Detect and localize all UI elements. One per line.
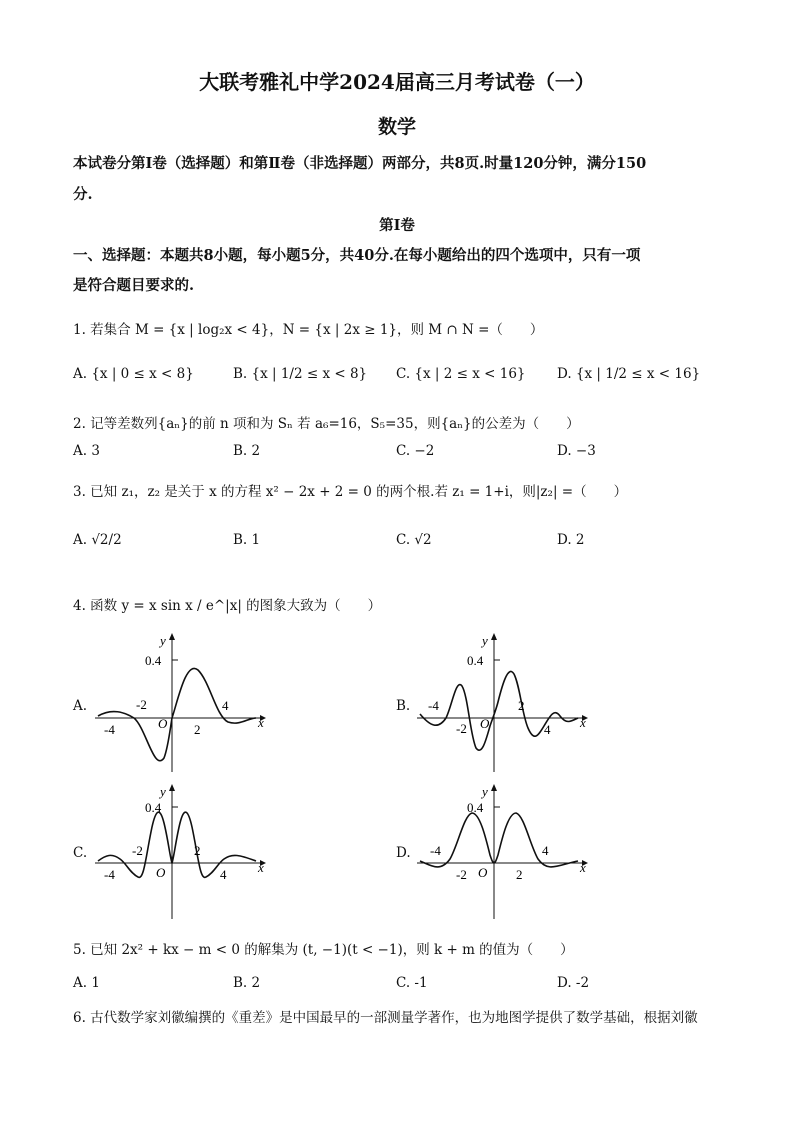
- svg-text:-4: -4: [430, 843, 441, 858]
- svg-text:0.4: 0.4: [145, 653, 162, 668]
- q2-option-d: D. −3: [557, 443, 596, 459]
- svg-text:2: 2: [516, 867, 523, 882]
- svg-text:x: x: [258, 860, 264, 875]
- svg-text:y: y: [482, 784, 488, 799]
- svg-text:y: y: [160, 633, 166, 648]
- section-title: 第Ⅰ卷: [379, 217, 415, 234]
- svg-text:-2: -2: [456, 721, 467, 736]
- svg-text:x: x: [258, 715, 264, 730]
- q2-stem: 2. 记等差数列{aₙ}的前 n 项和为 Sₙ 若 a₆=16，S₅=35，则{aₙ}的公差为（ ）: [73, 416, 580, 432]
- q6-stem: 6. 古代数学家刘徽编撰的《重差》是中国最早的一部测量学著作，也为地图学提供了数学基础，根据刘徽: [73, 1010, 698, 1026]
- q3-option-a: A. √2/2: [73, 532, 122, 548]
- svg-text:2: 2: [518, 698, 525, 713]
- subject-title: 数学: [377, 116, 416, 138]
- q3-option-d: D. 2: [557, 532, 585, 548]
- svg-text:4: 4: [542, 843, 549, 858]
- svg-text:2: 2: [194, 722, 201, 737]
- svg-text:0.4: 0.4: [467, 800, 484, 815]
- q2-option-c: C. −2: [396, 443, 435, 459]
- intro-line-1: 本试卷分第Ⅰ卷（选择题）和第Ⅱ卷（非选择题）两部分，共8页.时量120分钟，满分150: [73, 155, 647, 172]
- q2-option-b: B. 2: [233, 443, 261, 459]
- q1-option-b: B. {x | 1/2 ≤ x < 8}: [233, 366, 368, 382]
- svg-text:-4: -4: [104, 722, 115, 737]
- q2-option-a: A. 3: [73, 443, 100, 459]
- q3-option-b: B. 1: [233, 532, 261, 548]
- svg-text:4: 4: [222, 698, 229, 713]
- q3-stem: 3. 已知 z₁，z₂ 是关于 x 的方程 x² − 2x + 2 = 0 的两个根.若 z₁ = 1+i，则|z₂| =（ ）: [73, 484, 628, 500]
- q4-graph-c: [90, 783, 270, 921]
- q4-graph-d: [412, 783, 592, 921]
- svg-text:0.4: 0.4: [467, 653, 484, 668]
- q4-stem: 4. 函数 y = x sin x / e^|x| 的图象大致为（ ）: [73, 598, 382, 614]
- svg-text:0.4: 0.4: [145, 800, 162, 815]
- q1-option-a: A. {x | 0 ≤ x < 8}: [73, 366, 194, 382]
- q5-option-a: A. 1: [73, 975, 100, 991]
- q5-option-c: C. -1: [396, 975, 428, 991]
- q1-option-d: D. {x | 1/2 ≤ x < 16}: [557, 366, 701, 382]
- svg-text:x: x: [580, 715, 586, 730]
- q1-option-c: C. {x | 2 ≤ x < 16}: [396, 366, 526, 382]
- svg-text:4: 4: [544, 722, 551, 737]
- section1-line-2: 是符合题目要求的.: [73, 277, 195, 294]
- intro-line-2: 分.: [73, 186, 93, 203]
- svg-text:-2: -2: [132, 843, 143, 858]
- q5-option-d: D. -2: [557, 975, 590, 991]
- svg-text:-2: -2: [456, 867, 467, 882]
- q4-option-c-label: C.: [73, 845, 88, 861]
- svg-text:4: 4: [220, 867, 227, 882]
- svg-text:O: O: [158, 716, 168, 731]
- svg-text:y: y: [482, 633, 488, 648]
- q4-option-a-label: A.: [73, 698, 88, 714]
- svg-text:y: y: [160, 784, 166, 799]
- q4-option-b-label: B.: [396, 698, 411, 714]
- q5-option-b: B. 2: [233, 975, 261, 991]
- svg-text:-4: -4: [428, 698, 439, 713]
- q3-option-c: C. √2: [396, 532, 432, 548]
- svg-text:-4: -4: [104, 867, 115, 882]
- exam-title: 大联考雅礼中学2024届高三月考试卷（一）: [199, 70, 595, 94]
- svg-text:O: O: [156, 865, 166, 880]
- q4-graph-a: [90, 630, 270, 775]
- svg-text:x: x: [580, 860, 586, 875]
- svg-text:O: O: [480, 716, 490, 731]
- svg-text:2: 2: [194, 843, 201, 858]
- q4-option-d-label: D.: [396, 845, 411, 861]
- svg-text:O: O: [478, 865, 488, 880]
- svg-text:-2: -2: [136, 697, 147, 712]
- q4-graph-b: [412, 630, 592, 775]
- section1-line-1: 一、选择题：本题共8小题，每小题5分，共40分.在每小题给出的四个选项中，只有一项: [73, 247, 641, 264]
- q5-stem: 5. 已知 2x² + kx − m < 0 的解集为 (t, −1)(t < −1)，则 k + m 的值为（ ）: [73, 942, 574, 958]
- q1-stem: 1. 若集合 M = {x | log₂x < 4}，N = {x | 2x ≥ 1}，则 M ∩ N =（ ）: [73, 322, 544, 338]
